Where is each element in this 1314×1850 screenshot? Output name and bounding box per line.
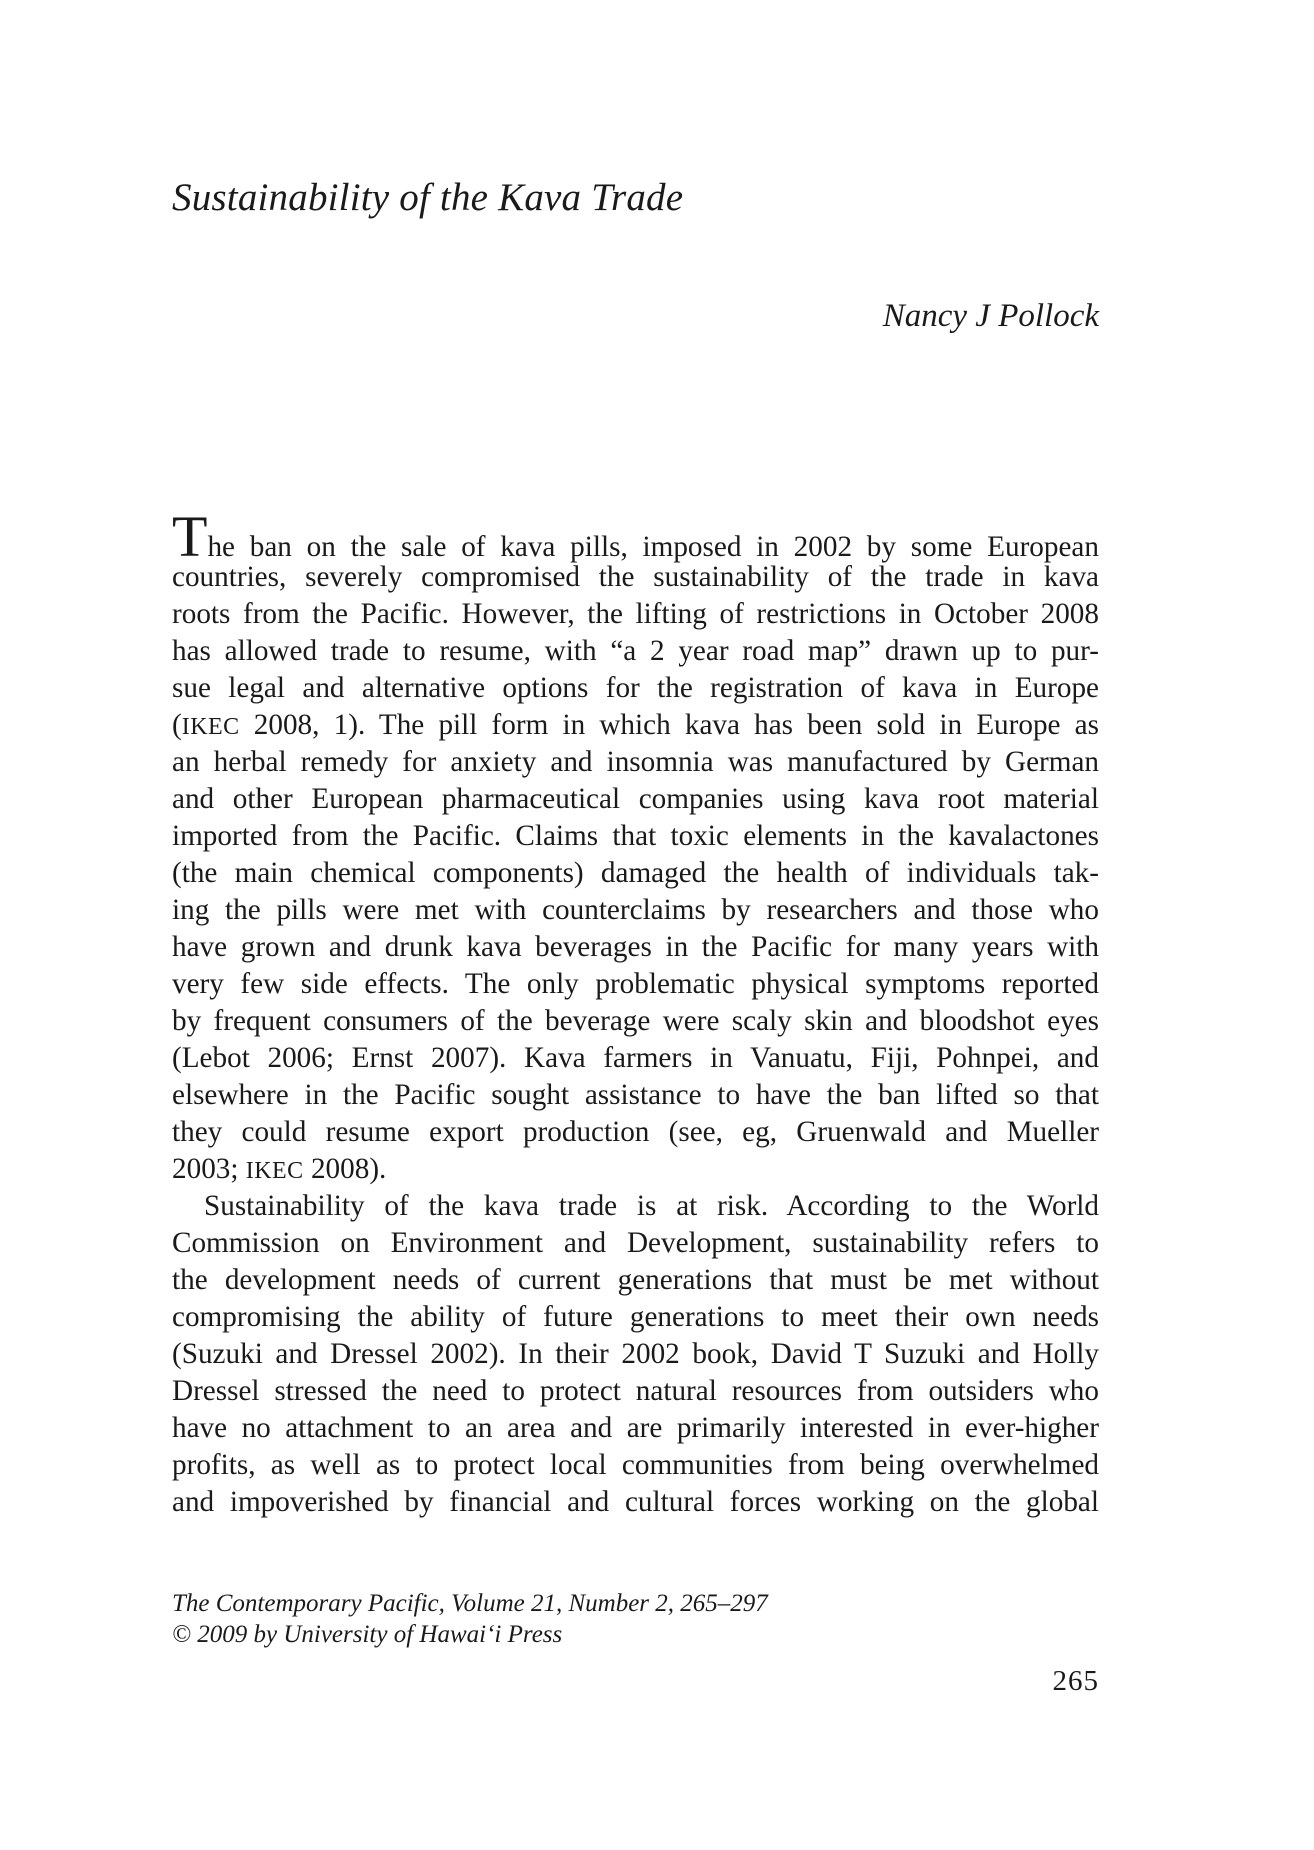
body-line: very few side effects. The only problematic physical symptoms reported: [172, 968, 1099, 1000]
article-body: [172, 504, 1099, 1521]
body-line: has allowed trade to resume, with “a 2 year road map” drawn up to pur-: [172, 635, 1099, 667]
body-line: ing the pills were met with counterclaims by researchers and those who: [172, 894, 1099, 926]
body-line: (IKEC 2008, 1). The pill form in which kava has been sold in Europe as: [172, 709, 1099, 741]
body-line: (Lebot 2006; Ernst 2007). Kava farmers in Vanuatu, Fiji, Pohnpei, and: [172, 1042, 1099, 1074]
journal-footer: [172, 1588, 768, 1650]
body-line: countries, severely compromised the sustainability of the trade in kava: [172, 561, 1099, 593]
page-number: 265: [1052, 1665, 1099, 1697]
body-line: have grown and drunk kava beverages in the Pacific for many years with: [172, 931, 1099, 963]
article-author: Nancy J Pollock: [882, 298, 1099, 334]
body-line: have no attachment to an area and are primarily interested in ever-higher: [172, 1412, 1099, 1444]
body-line: profits, as well as to protect local communities from being overwhelmed: [172, 1449, 1099, 1481]
body-line: they could resume export production (see, eg, Gruenwald and Mueller: [172, 1116, 1099, 1148]
body-line: sue legal and alternative options for the registration of kava in Europe: [172, 672, 1099, 704]
body-line: (Suzuki and Dressel 2002). In their 2002 book, David T Suzuki and Holly: [172, 1338, 1099, 1370]
body-line: by frequent consumers of the beverage were scaly skin and bloodshot eyes: [172, 1005, 1099, 1037]
body-line: the development needs of current generations that must be met without: [172, 1264, 1099, 1296]
body-line: The ban on the sale of kava pills, imposed in 2002 by some European: [172, 504, 1099, 569]
body-line: compromising the ability of future generations to meet their own needs: [172, 1301, 1099, 1333]
drop-cap: T: [172, 504, 208, 569]
body-line: an herbal remedy for anxiety and insomnia was manufactured by German: [172, 746, 1099, 778]
body-line: 2003; IKEC 2008).: [172, 1153, 387, 1185]
body-line: and other European pharmaceutical companies using kava root material: [172, 783, 1099, 815]
copyright-notice: © 2009 by University of Hawai‘i Press: [172, 1621, 563, 1648]
body-line: imported from the Pacific. Claims that toxic elements in the kavalactones: [172, 820, 1099, 852]
body-line: roots from the Pacific. However, the lifting of restrictions in October 2008: [172, 598, 1099, 630]
body-line: Sustainability of the kava trade is at risk. According to the World: [204, 1190, 1099, 1222]
body-line: (the main chemical components) damaged the health of individuals tak-: [172, 857, 1099, 889]
journal-citation: The Contemporary Pacific, Volume 21, Number 2, 265–297: [172, 1590, 768, 1617]
article-title: Sustainability of the Kava Trade: [172, 176, 684, 219]
body-line: Commission on Environment and Development, sustainability refers to: [172, 1227, 1099, 1259]
body-line: Dressel stressed the need to protect natural resources from outsiders who: [172, 1375, 1099, 1407]
body-line: and impoverished by financial and cultural forces working on the global: [172, 1486, 1099, 1518]
body-line: elsewhere in the Pacific sought assistance to have the ban lifted so that: [172, 1079, 1099, 1111]
